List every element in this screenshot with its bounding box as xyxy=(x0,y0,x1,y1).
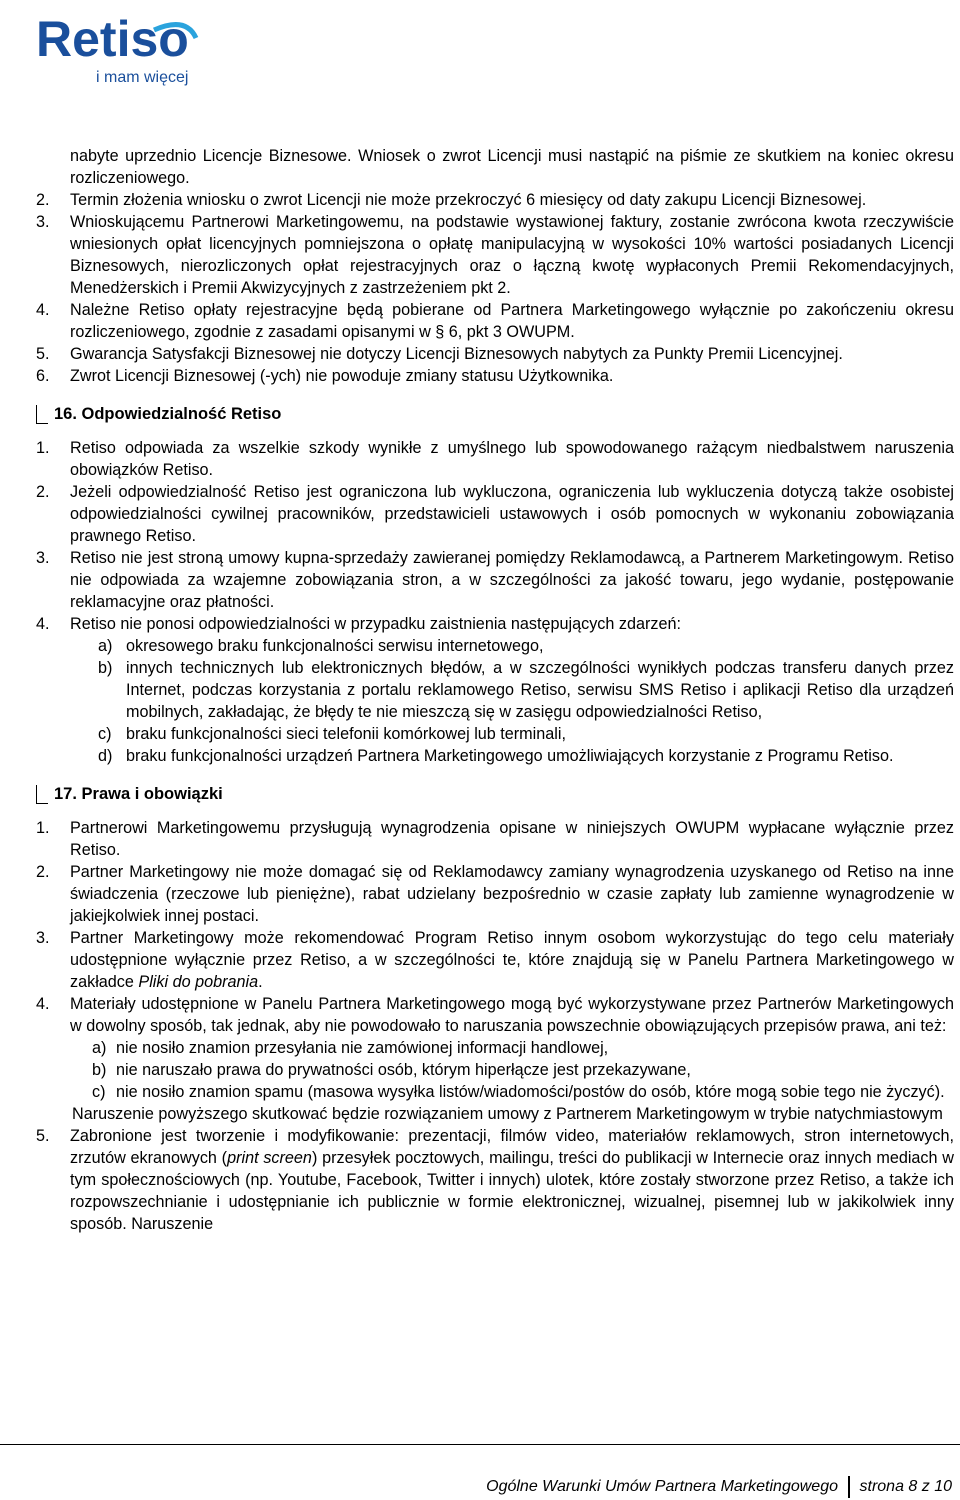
list-item: 4. Materiały udostępnione w Panelu Partnera Marketingowego mogą być wykorzystywane przez Partnerów Marketingowych w dowolny sposób, tak jednak, aby nie powodowało to naruszania powszechnie obowiązujących przepisów prawa, ani też: xyxy=(36,995,954,1035)
sub-item: c) braku funkcjonalności sieci telefonii komórkowej lub terminali, xyxy=(98,725,566,743)
sub-list xyxy=(36,1037,954,1103)
list-item: 3. Retiso nie jest stroną umowy kupna-sprzedaży zawieranej pomiędzy Reklamodawcą, a Partnerem Marketingowym. Retiso nie odpowiada za wzajemne zobowiązania stron, a w szczególności za jakość towaru, jego wydanie, postępowanie reklamacyjne oraz płatności. xyxy=(36,549,954,611)
sub-list xyxy=(36,635,954,767)
list-item: 3. Wnioskującemu Partnerowi Marketingowemu, na podstawie wystawionej faktury, zostanie zwrócona kwota rzeczywiście wniesionych opłat licencyjnych pomniejszona o opłatę manipulacyjną w wysokości 10% wartości posiadanych Licencji Biznesowych, nierozliczonych opłat rejestracyjnych oraz o łączną kwotę wypłaconych Premii Rekomendacyjnych, Menedżerskich i Premii Akwizycyjnych z zastrzeżeniem pkt 2. xyxy=(36,213,954,297)
section-15-items xyxy=(36,189,954,387)
page-footer xyxy=(486,1476,952,1498)
section-16-heading xyxy=(36,403,954,425)
list-item: 2. Partner Marketingowy nie może domagać się od Reklamodawcy zamiany wynagrodzenia uzyskanego od Retiso na inne świadczenia (rzeczowe lub pieniężne), rabat udzielany bezpośrednio w czasie zapłaty lub zamienne wynagrodzenie w jakiejkolwiek innej postaci. xyxy=(36,863,954,925)
list-item: 5. Gwarancja Satysfakcji Biznesowej nie dotyczy Licencji Biznesowych nabytych za Punkty Premii Licencyjnej. xyxy=(36,345,843,363)
logo-wordmark: Retiso xyxy=(36,11,189,67)
list-item: 1. Partnerowi Marketingowemu przysługują wynagrodzenia opisane w niniejszych OWUPM wypłacane wyłącznie przez Retiso. xyxy=(36,819,954,859)
retiso-logo-graphic xyxy=(36,8,206,88)
footer-separator xyxy=(848,1476,850,1498)
sub-item: a) nie nosiło znamion przesyłania nie zamówionej informacji handlowej, xyxy=(92,1039,609,1057)
list-item: 2. Jeżeli odpowiedzialność Retiso jest ograniczona lub wykluczona, ograniczenia lub wykluczenia dotyczą także osobistej odpowiedzialności cywilnej pracowników, przedstawicieli ustawowych i osób pomocnych w wykonaniu zobowiązania prawnego Retiso. xyxy=(36,483,954,545)
page-number: strona 8 z 10 xyxy=(859,1478,952,1495)
section-mark-icon xyxy=(36,405,48,424)
list-item: 4. Należne Retiso opłaty rejestracyjne będą pobierane od Partnera Marketingowego wyłącznie po zakończeniu okresu rozliczeniowego, zgodnie z zasadami opisanymi w § 6, pkt 3 OWUPM. xyxy=(36,301,954,341)
list-item: 5. Zabronione jest tworzenie i modyfikowanie: prezentacji, filmów video, materiałów reklamowych, stron internetowych, zrzutów ekranowych (print screen) przesyłek pocztowych, mailingu, treści do publikacji w Internecie oraz innych mediach w tym społecznościowych (np. Youtube, Facebook, Twitter i innych) ulotek, które zostały stworzone przez Retiso, a także ich rozpowszechnianie i udostępnianie ich publicznie w formie elektronicznej, wizualnej, pisemnej lub w jakikolwiek inny sposób. Naruszenie xyxy=(36,1127,954,1233)
section-17-items xyxy=(36,817,954,1235)
paragraph-text: Naruszenie powyższego skutkować będzie rozwiązaniem umowy z Partnerem Marketingowym w trybie natychmiastowym xyxy=(72,1105,943,1123)
sub-item: b) innych technicznych lub elektronicznych błędów, a w szczególności wynikłych podczas transferu danych przez Internet, podczas korzystania z portalu reklamowego Retiso, serwisu SMS Retiso i aplikacji Retiso dla urządzeń mobilnych, zakładając, że błędy te nie mieszczą się w zasięgu odpowiedzialności Retiso, xyxy=(98,659,954,721)
sub-item: b) nie naruszało prawa do prywatności osób, którym hiperłącze jest przekazywane, xyxy=(92,1061,691,1079)
document-body xyxy=(36,145,954,1235)
list-item: 2. Termin złożenia wniosku o zwrot Licencji nie może przekroczyć 6 miesięcy od daty zakupu Licencji Biznesowej. xyxy=(36,191,867,209)
section-17-heading xyxy=(36,783,954,805)
continued-paragraph xyxy=(36,145,954,189)
list-item: 6. Zwrot Licencji Biznesowej (-ych) nie powoduje zmiany statusu Użytkownika. xyxy=(36,367,614,385)
paragraph-text: nabyte uprzednio Licencje Biznesowe. Wniosek o zwrot Licencji musi nastąpić na piśmie ze skutkiem na koniec okresu rozliczeniowego. xyxy=(70,147,954,187)
footer-title: Ogólne Warunki Umów Partnera Marketingowego xyxy=(486,1478,838,1495)
list-item: 3. Partner Marketingowy może rekomendować Program Retiso innym osobom wykorzystując do tego celu materiały udostępnione wyłącznie przez Retiso, a w szczególności te, które znajdują się w Panelu Partnera Marketingowego w zakładce Pliki do pobrania. xyxy=(36,929,954,991)
section-16-items xyxy=(36,437,954,767)
section-mark-icon xyxy=(36,785,48,804)
sub-item: a) okresowego braku funkcjonalności serwisu internetowego, xyxy=(98,637,544,655)
section-title: 16. Odpowiedzialność Retiso xyxy=(54,405,282,423)
list-item: 4. Retiso nie ponosi odpowiedzialności w przypadku zaistnienia następujących zdarzeń: xyxy=(36,615,681,633)
retiso-logo xyxy=(36,8,206,88)
list-item: 1. Retiso odpowiada za wszelkie szkody wynikłe z umyślnego lub spowodowanego rażącym niedbalstwem naruszenia obowiązków Retiso. xyxy=(36,439,954,479)
footer-divider xyxy=(0,1444,960,1445)
sub-item: c) nie nosiło znamion spamu (masowa wysyłka listów/wiadomości/postów do osób, które mogą sobie tego nie życzyć). xyxy=(92,1083,945,1101)
sub-item: d) braku funkcjonalności urządzeń Partnera Marketingowego umożliwiających korzystanie z Programu Retiso. xyxy=(98,747,894,765)
section-title: 17. Prawa i obowiązki xyxy=(54,785,223,803)
logo-tagline: i mam więcej xyxy=(96,69,189,86)
